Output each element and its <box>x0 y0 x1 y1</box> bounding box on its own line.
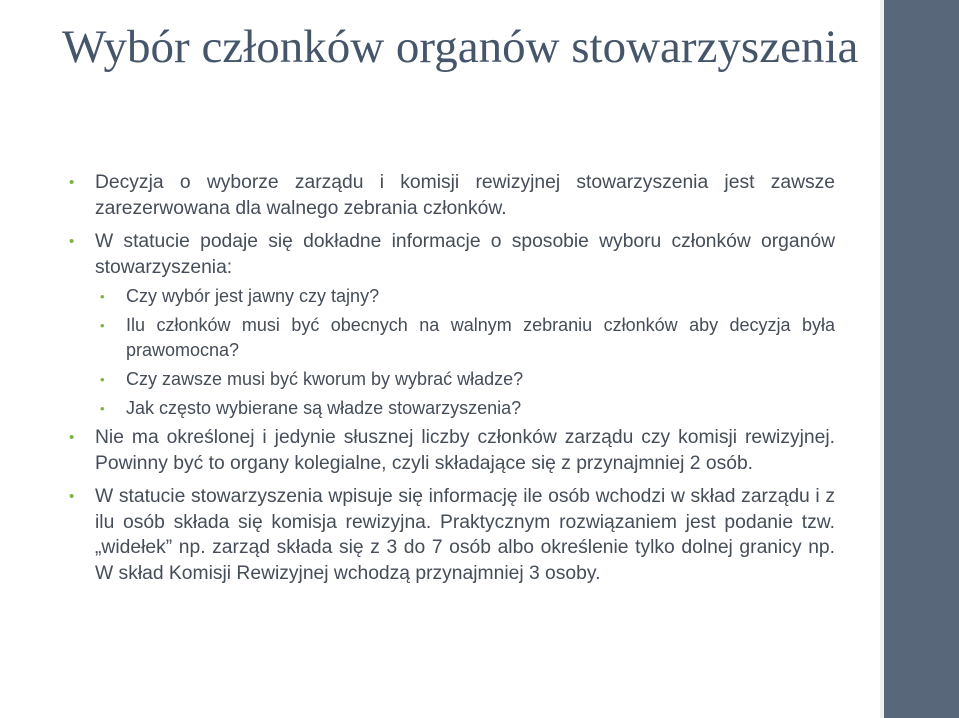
bullet-text: Jak często wybierane są władze stowarzyszenia? <box>126 398 522 418</box>
bullet-icon: • <box>69 233 75 250</box>
bullet-icon: • <box>69 174 75 191</box>
bullet-icon: • <box>69 488 75 505</box>
bullet-item <box>69 425 835 476</box>
bullet-text: Nie ma określonej i jedynie słusznej liczby członków zarządu czy komisji rewizyjnej. Powinny być to organy kolegialne, czyli składające się z przynajmniej 2 osób. <box>95 427 835 474</box>
bullet-icon: • <box>100 289 105 304</box>
bullet-text: Czy zawsze musi być kworum by wybrać władze? <box>126 369 524 389</box>
bullet-text: W statucie podaje się dokładne informacje o sposobie wyboru członków organów stowarzyszenia: <box>95 231 835 278</box>
bullet-text: Czy wybór jest jawny czy tajny? <box>126 286 380 306</box>
bullet-icon: • <box>100 372 105 387</box>
bullet-list <box>69 170 835 586</box>
bullet-item <box>69 229 835 280</box>
sub-bullet-item <box>100 313 835 363</box>
bullet-item <box>69 170 835 221</box>
bullet-icon: • <box>100 401 105 416</box>
bullet-text: W statucie stowarzyszenia wpisuje się informację ile osób wchodzi w skład zarządu i z ilu osób składa się komisja rewizyjna. Praktycznym rozwiązaniem jest podanie tzw. „widełek” np. zarząd składa się z 3 do 7 osób albo określenie tylko dolnej granicy np. W skład Komisji Rewizyjnej wchodzą przynajmniej 3 osoby. <box>95 486 835 584</box>
sub-bullet-item <box>100 396 835 421</box>
sub-bullet-item <box>100 284 835 309</box>
bullet-icon: • <box>69 429 75 446</box>
decorative-side-bar <box>884 0 959 718</box>
bullet-text: Ilu członków musi być obecnych na walnym zebraniu członków aby decyzja była prawomocna? <box>126 315 835 360</box>
bullet-icon: • <box>100 318 105 333</box>
sub-bullet-item <box>100 367 835 392</box>
bullet-text: Decyzja o wyborze zarządu i komisji rewizyjnej stowarzyszenia jest zawsze zarezerwowana dla walnego zebrania członków. <box>95 172 835 219</box>
bullet-item <box>69 484 835 586</box>
slide-title: Wybór członków organów stowarzyszenia <box>62 21 859 73</box>
